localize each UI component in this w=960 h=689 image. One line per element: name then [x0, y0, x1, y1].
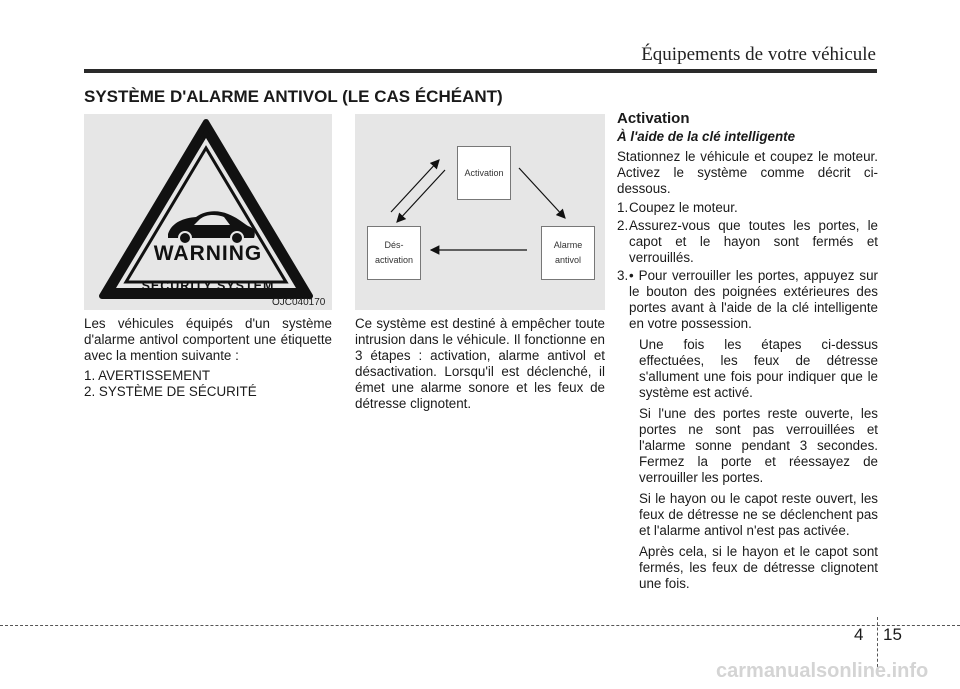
step-text: Si le hayon ou le capot reste ouvert, les feux de détresse ne se déclenchent pas et l'alarme antivol n'est pas activée. [639, 491, 878, 538]
diagram-arrows [355, 114, 605, 310]
chapter-number: 4 [854, 625, 864, 644]
warning-label-image [84, 114, 332, 310]
security-system-text: SECURITY SYSTEM [141, 279, 275, 293]
arrow-to-activation [391, 160, 439, 212]
list-item: 1. AVERTISSEMENT [84, 368, 211, 383]
step-text: Une fois les étapes ci-dessus effectuées, les feux de détresse s'allument une fois pour indiquer que le système est activé. [639, 337, 878, 400]
chapter-title: Équipements de votre véhicule [641, 44, 876, 65]
step-text: • Pour verrouiller les portes, appuyez sur le bouton des poignées extérieures des portes avant à l'aide de la clé intelligente en votre possession. [629, 268, 878, 331]
section-title: SYSTÈME D'ALARME ANTIVOL (LE CAS ÉCHÉANT) [84, 87, 503, 106]
step-2 [617, 218, 878, 266]
step-1 [617, 200, 878, 216]
step-text: Coupez le moteur. [629, 200, 738, 215]
arrow-to-deactivation [397, 170, 445, 222]
deactivation-label-1: Dés- [384, 240, 404, 250]
deactivation-label-2: activation [374, 255, 414, 265]
label-items-list [84, 368, 332, 400]
alarm-box [541, 226, 595, 280]
alarm-label-1: Alarme [553, 240, 583, 250]
arrow-to-alarm [519, 168, 565, 218]
image-code: OJC040170 [272, 297, 326, 308]
footer-rule [0, 625, 960, 626]
step-number: 1. [617, 200, 629, 215]
step-text: Si l'une des portes reste ouverte, les portes ne sont pas verrouillées et l'alarme sonne pendant 3 secondes. Fermez la porte et réessayez de verrouiller les portes. [639, 406, 878, 485]
activation-intro: Stationnez le véhicule et coupez le moteur. Activez le système comme décrit ci-dessous. [617, 149, 878, 196]
right-column [617, 109, 878, 599]
left-column-text [84, 316, 332, 400]
warning-text: WARNING [153, 242, 263, 265]
step-3 [617, 268, 878, 597]
header-rule [84, 69, 877, 73]
step-text: Après cela, si le hayon et le capot sont fermés, les feux de détresse clignotent une fois. [639, 544, 878, 591]
activation-box [457, 146, 511, 200]
list-item: 2. SYSTÈME DE SÉCURITÉ [84, 384, 257, 399]
page-number: 15 [883, 625, 902, 644]
step-number: 3. [617, 268, 629, 283]
activation-label: Activation [464, 167, 504, 178]
activation-heading: Activation [617, 110, 690, 127]
alarm-cycle-diagram [355, 114, 605, 310]
label-intro-paragraph: Les véhicules équipés d'un système d'alarme antivol comportent une étiquette avec la mention suivante : [84, 316, 332, 363]
watermark: carmanualsonline.info [716, 660, 929, 682]
alarm-label-2: antivol [554, 255, 581, 265]
smart-key-subheading: À l'aide de la clé intelligente [617, 129, 796, 144]
step-number: 2. [617, 218, 629, 233]
middle-column-text [355, 316, 605, 416]
step-text: Assurez-vous que toutes les portes, le capot et le hayon sont fermés et verrouillés. [629, 218, 878, 265]
system-description-paragraph: Ce système est destiné à empêcher toute intrusion dans le véhicule. Il fonctionne en 3 étapes : activation, alarme antivol et désactivation. Lorsqu'il est déclenché, il émet une alarme sonore et les feux de détresse clignotent. [355, 316, 605, 411]
deactivation-box [367, 226, 421, 280]
